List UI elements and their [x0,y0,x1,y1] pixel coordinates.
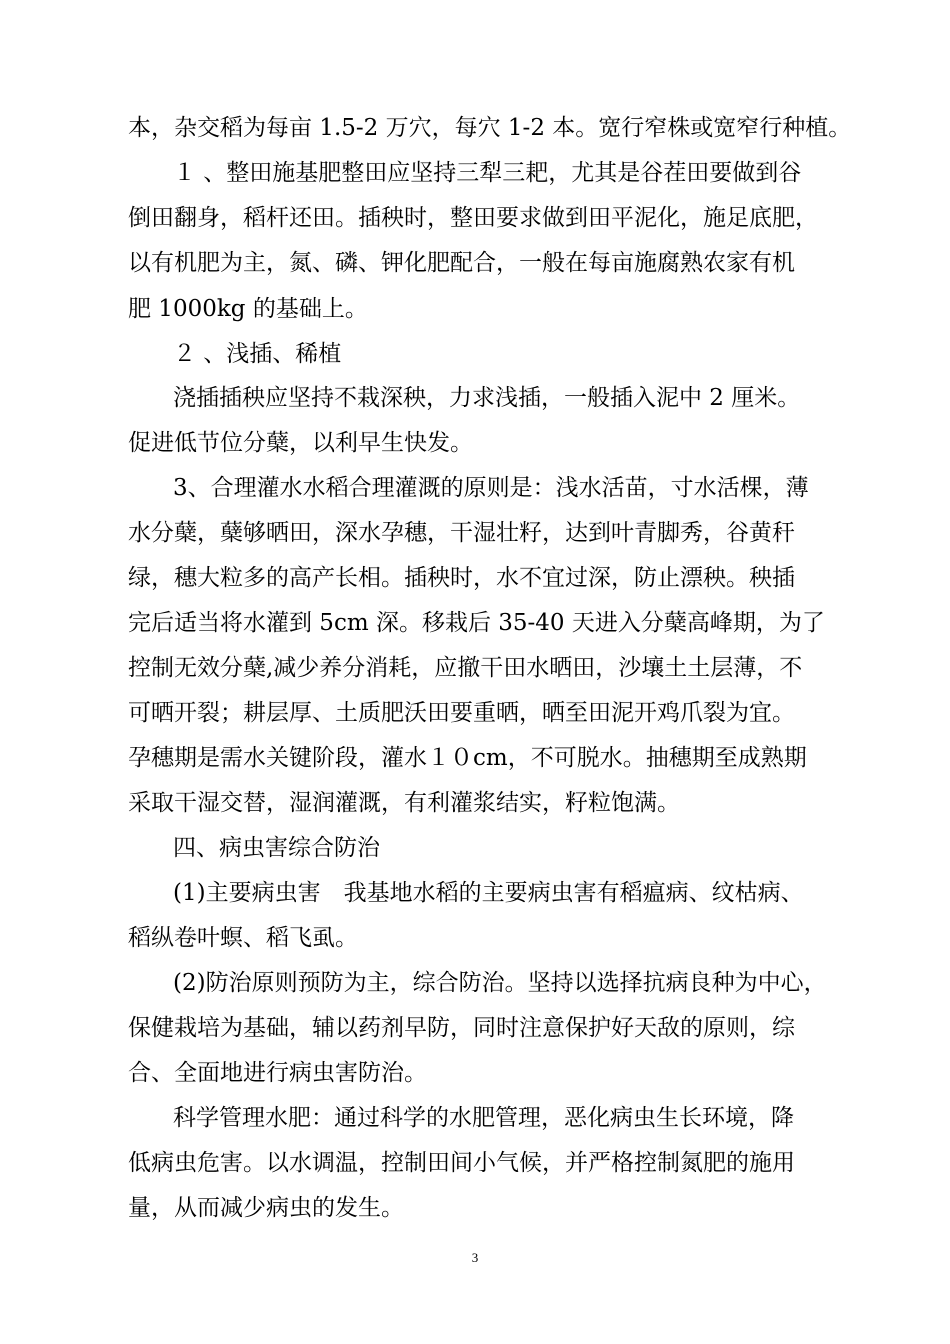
text-line: 完后适当将水灌到 5cm 深。移栽后 35-40 天进入分蘖高峰期，为了 [128,610,825,636]
text-line: 稻纵卷叶螟、稻飞虱。 [128,925,358,951]
text-line: ２ 、浅插、稀植 [173,341,342,367]
text-line: 3、合理灌水水稻合理灌溉的原则是：浅水活苗，寸水活棵，薄 [173,475,809,501]
text-line: (2)防治原则预防为主，综合防治。坚持以选择抗病良种为中心， [173,970,827,996]
text-line: 控制无效分蘖,减少养分消耗，应撤干田水晒田，沙壤土土层薄，不 [128,655,803,681]
text-line: 低病虫危害。以水调温，控制田间小气候，并严格控制氮肥的施用 [128,1150,795,1176]
text-line: (1)主要病虫害 我基地水稻的主要病虫害有稻瘟病、纹枯病、 [173,880,804,906]
section-heading: 四、病虫害综合防治 [173,835,380,861]
text-line: 量，从而减少病虫的发生。 [128,1195,404,1221]
text-line: 倒田翻身，稻杆还田。插秧时，整田要求做到田平泥化，施足底肥， [128,205,818,231]
text-line: 可晒开裂；耕层厚、土质肥沃田要重晒，晒至田泥开鸡爪裂为宜。 [128,700,795,726]
text-line: 肥 1000kg 的基础上。 [128,296,368,322]
text-line: 科学管理水肥：通过科学的水肥管理，恶化病虫生长环境，降 [173,1105,794,1131]
text-line: 以有机肥为主，氮、磷、钾化肥配合，一般在每亩施腐熟农家有机 [128,250,795,276]
text-line: 保健栽培为基础，辅以药剂早防，同时注意保护好天敌的原则，综 [128,1015,795,1041]
text-line: 孕穗期是需水关键阶段，灌水１０cm，不可脱水。抽穗期至成熟期 [128,745,807,771]
text-line: 促进低节位分蘖，以利早生快发。 [128,430,473,456]
text-line: 绿，穗大粒多的高产长相。插秧时，水不宜过深，防止漂秧。秧插 [128,565,795,591]
text-line: 采取干湿交替，湿润灌溉，有利灌浆结实，籽粒饱满。 [128,790,680,816]
text-line: 合、全面地进行病虫害防治。 [128,1060,427,1086]
text-line: １ 、整田施基肥整田应坚持三犁三耙，尤其是谷茬田要做到谷 [173,160,802,186]
text-line: 水分蘖，蘖够晒田，深水孕穗，干湿壮籽，达到叶青脚秀，谷黄秆 [128,520,795,546]
text-line: 本，杂交稻为每亩 1.5-2 万穴，每穴 1-2 本。宽行窄株或宽窄行种植。 [128,115,852,141]
page-number: 3 [471,1250,479,1265]
text-line: 浇插插秧应坚持不栽深秧，力求浅插，一般插入泥中 2 厘米。 [173,385,801,411]
